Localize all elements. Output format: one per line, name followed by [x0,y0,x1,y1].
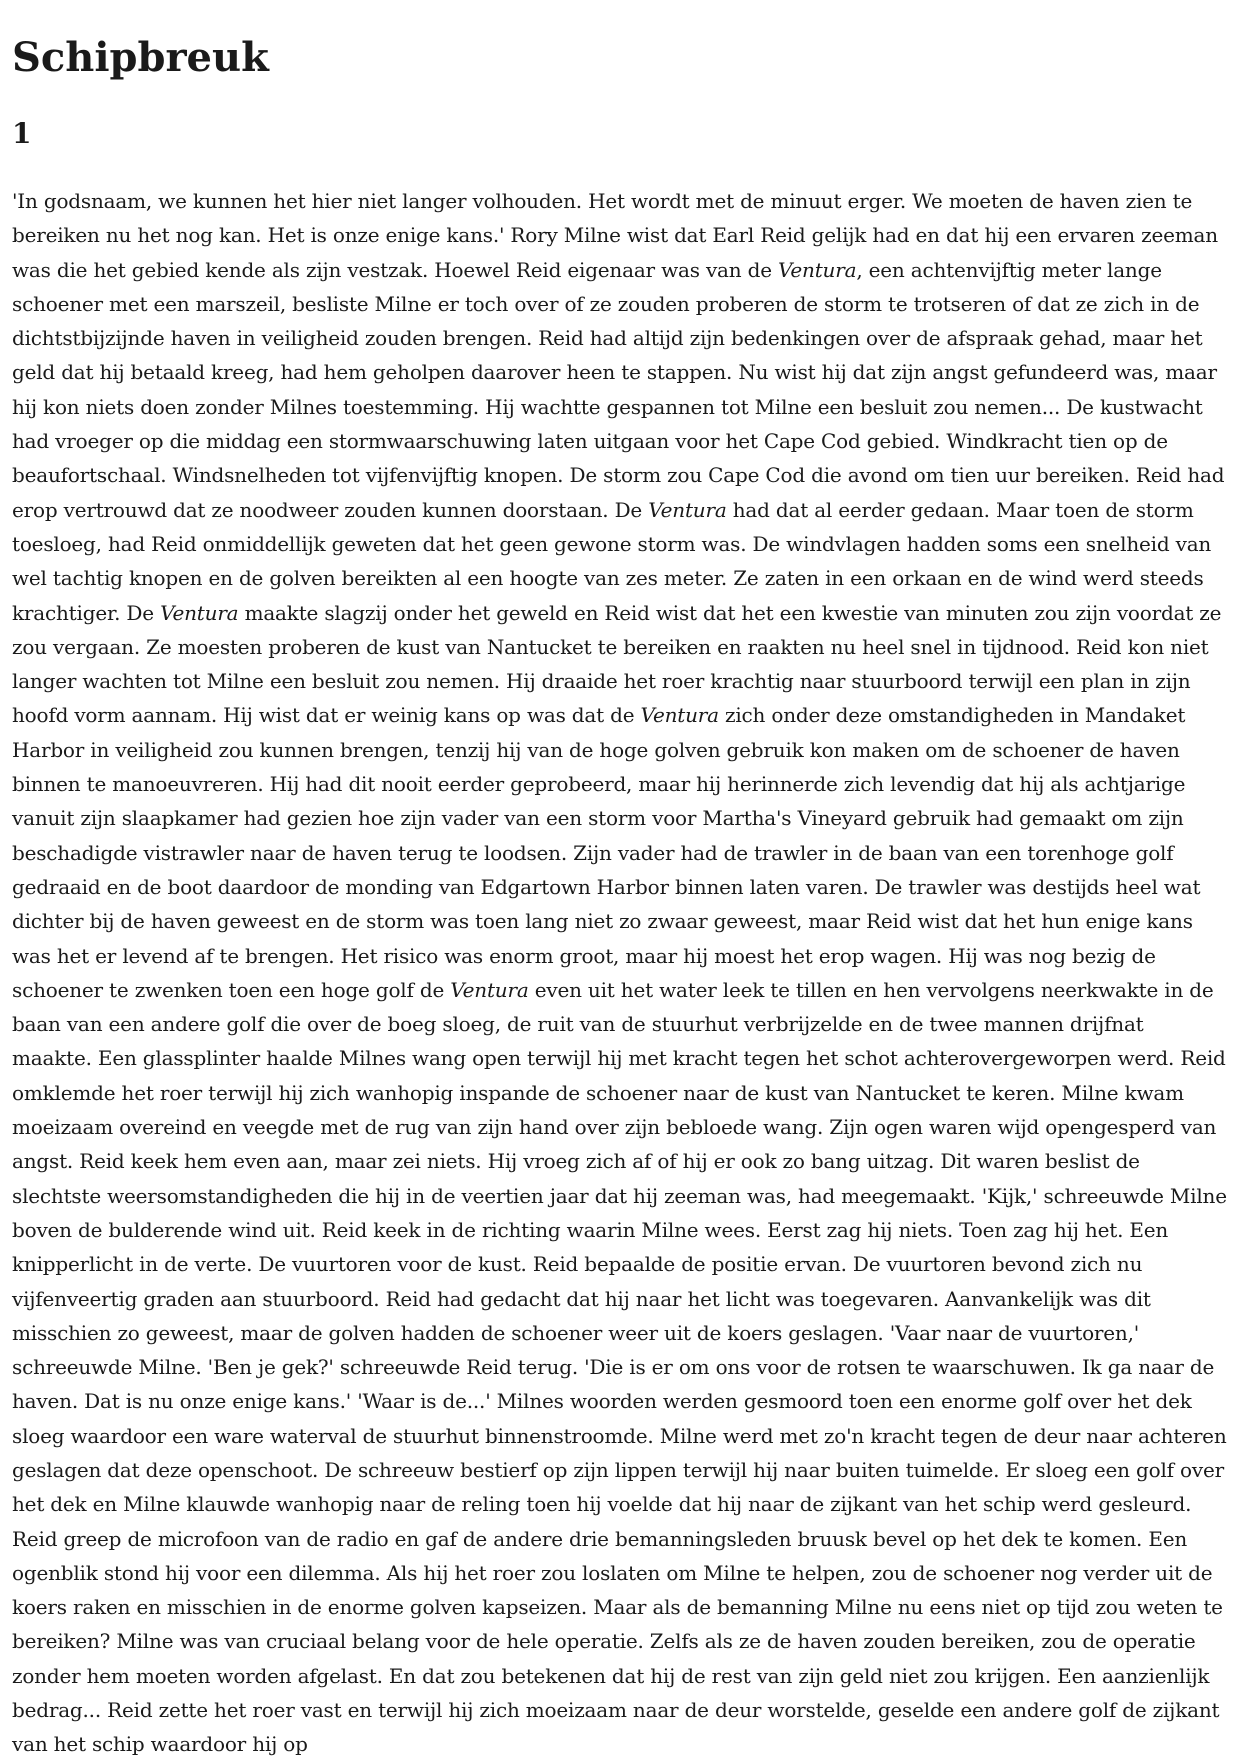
body-paragraph [12,154,1228,1762]
document-title: Schipbreuk [12,34,269,81]
ship-name: Ventura [778,257,857,282]
ship-name: Ventura [640,703,719,728]
text-run: , een achtenvijftig meter lange schoener met een marszeil, besliste Milne er toch over of ze zouden proberen de storm te trotseren of dat ze zich in de dichtstbijzijnde haven in veiligheid zouden brengen. Reid had altijd zijn bedenkingen over de afspraak gehad, maar het geld dat hij betaald kreeg, had hem geholpen daarover heen te stappen. Nu wist hij dat zijn angst gefundeerd was, maar hij kon niets doen zonder Milnes toestemming. Hij wachtte gespannen tot Milne een besluit zou nemen... De kustwacht had vroeger op die middag een stormwaarschuwing laten uitgaan voor het Cape Cod gebied. Windkracht tien op de beaufortschaal. Windsnelheden tot vijfenvijftig knopen. De storm zou Cape Cod die avond om tien uur bereiken. Reid had erop vertrouwd dat ze noodweer zouden kunnen doorstaan. De [12,257,1225,522]
text-run: zich onder deze omstandigheden in Mandaket Harbor in veiligheid zou kunnen brengen, tenzij hij van de hoge golven gebruik kon maken om de schoener de haven binnen te manoeuvreren. Hij had dit nooit eerder geprobeerd, maar hij herinnerde zich levendig dat hij als achtjarige vanuit zijn slaapkamer had gezien hoe zijn vader van een storm voor Martha's Vineyard gebruik had gemaakt om zijn beschadigde vistrawler naar de haven terug te loodsen. Zijn vader had de trawler in de baan van een torenhoge golf gedraaid en de boot daardoor de monding van Edgartown Harbor binnen laten varen. De trawler was destijds heel wat dichter bij de haven geweest en de storm was toen lang niet zo zwaar geweest, maar Reid wist dat het hun enige kans was het er levend af te brengen. Het risico was enorm groot, maar hij moest het erop wagen. Hij was nog bezig de schoener te zwenken toen een hoge golf de [12,703,1201,1002]
text-run: even uit het water leek te tillen en hen vervolgens neerkwakte in de baan van een andere golf die over de boeg sloeg, de ruit van de stuurhut verbrijzelde en de twee mannen drijfnat maakte. Een glassplinter haalde Milnes wang open terwijl hij met kracht tegen het schot achterovergeworpen werd. Reid omklemde het roer terwijl hij zich wanhopig inspande de schoener naar de kust van Nantucket te keren. Milne kwam moeizaam overeind en veegde met de rug van zijn hand over zijn bebloede wang. Zijn ogen waren wijd opengesperd van angst. Reid keek hem even aan, maar zei niets. Hij vroeg zich af of hij er ook zo bang uitzag. Dit waren beslist de slechtste weersomstandigheden die hij in de veertien jaar dat hij zeeman was, had meegemaakt. 'Kijk,' schreeuwde Milne boven de bulderende wind uit. Reid keek in de richting waarin Milne wees. Eerst zag hij niets. Toen zag hij het. Een knipperlicht in de verte. De vuurtoren voor de kust. Reid bepaalde de positie ervan. De vuurtoren bevond zich nu vijfenveertig graden aan stuurboord. Reid had gedacht dat hij naar het licht was toegevaren. Aanvankelijk was dit misschien zo geweest, maar de golven hadden de schoener weer uit de koers geslagen. 'Vaar naar de vuurtoren,' schreeuwde Milne. 'Ben je gek?' schreeuwde Reid terug. 'Die is er om ons voor de rotsen te waarschuwen. Ik ga naar de haven. Dat is nu onze enige kans.' 'Waar is de...' Milnes woorden werden gesmoord toen een enorme golf over het dek sloeg waardoor een ware waterval de stuurhut binnenstroomde. Milne werd met zo'n kracht tegen de deur naar achteren geslagen dat deze openschoot. De schreeuw bestierf op zijn lippen terwijl hij naar buiten tuimelde. Er sloeg een golf over het dek en Milne klauwde wanhopig naar de reling toen hij voelde dat hij naar de zijkant van het schip werd gesleurd. Reid greep de microfoon van de radio en gaf de andere drie bemanningsleden bruusk bevel op het dek te komen. Een ogenblik stond hij voor een dilemma. Als hij het roer zou loslaten om Milne te helpen, zou de schoener nog verder uit de koers raken en misschien in de enorme golven kapseizen. Maar als de bemanning Milne nu eens niet op tijd zou weten te bereiken? Milne was van cruciaal belang voor de hele operatie. Zelfs als ze de haven zouden bereiken, zou de operatie zonder hem moeten worden afgelast. En dat zou betekenen dat hij de rest van zijn geld niet zou krijgen. Een aanzienlijk bedrag... Reid zette het roer vast en terwijl hij zich moeizaam naar de deur worstelde, geselde een andere golf de zijkant van het schip waardoor hij op [12,977,1227,1757]
text-run: had dat al eerder gedaan. Maar toen de storm toesloeg, had Reid onmiddellijk geweten dat het geen gewone storm was. De windvlagen hadden soms een snelheid van wel tachtig knopen en de golven bereikten al een hoogte van zes meter. Ze zaten in een orkaan en de wind werd steeds krachtiger. De [12,497,1212,625]
ship-name: Ventura [160,600,239,625]
ship-name: Ventura [648,497,727,522]
ship-name: Ventura [450,977,529,1002]
text-run: maakte slagzij onder het geweld en Reid wist dat het een kwestie van minuten zou zijn voordat ze zou vergaan. Ze moesten proberen de kust van Nantucket te bereiken en raakten nu heel snel in tijdnood. Reid kon niet langer wachten tot Milne een besluit zou nemen. Hij draaide het roer krachtig naar stuurboord terwijl een plan in zijn hoofd vorm aannam. Hij wist dat er weinig kans op was dat de [12,600,1222,728]
text-run: 'In godsnaam, we kunnen het hier niet langer volhouden. Het wordt met de minuut erger. We moeten de haven zien te bereiken nu het nog kan. Het is onze enige kans.' Rory Milne wist dat Earl Reid gelijk had en dat hij een ervaren zeeman was die het gebied kende als zijn vestzak. Hoewel Reid eigenaar was van de [12,189,1218,282]
chapter-heading: 1 [12,117,32,150]
